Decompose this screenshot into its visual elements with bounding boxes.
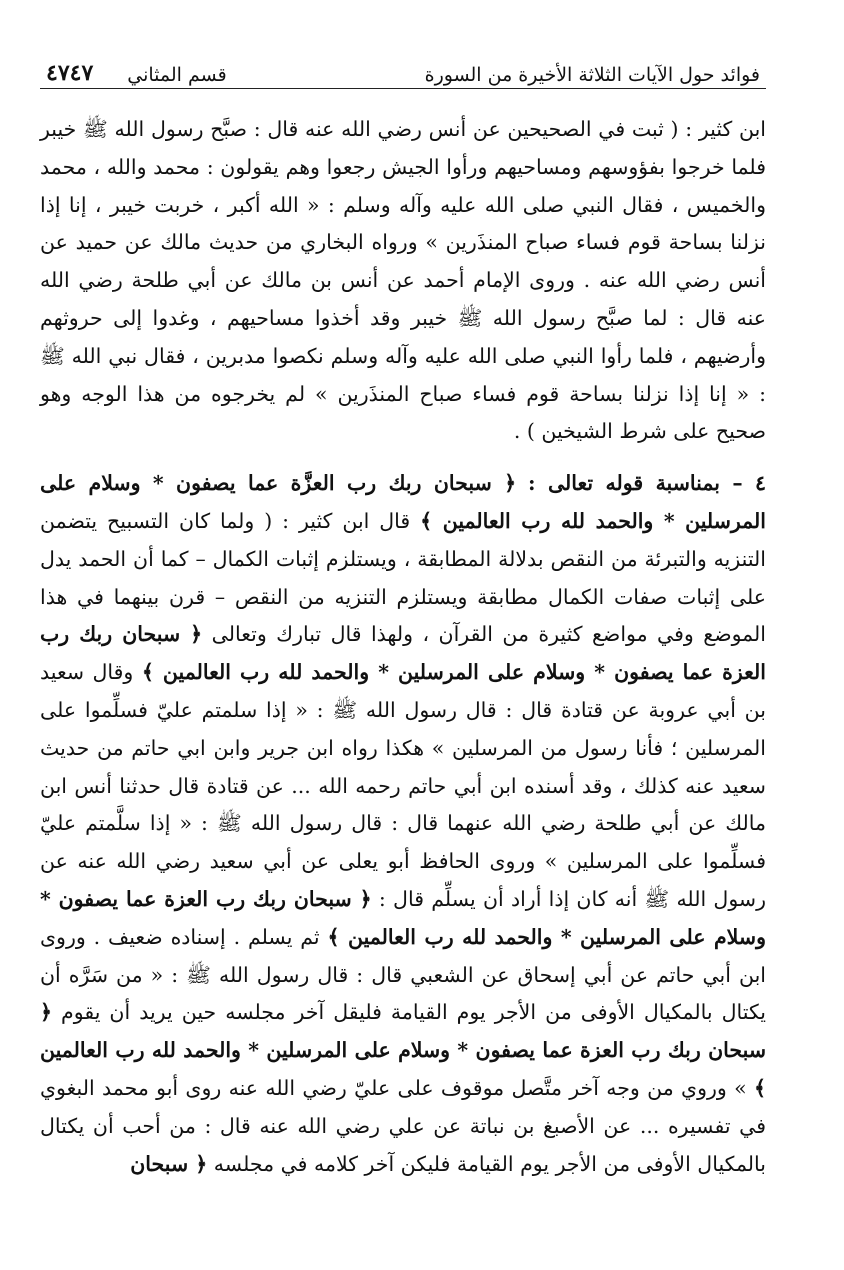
quran-verse: ﴿ سبحان ربك رب العزة عما يصفون * وسلام على المرسلين * والحمد لله رب العالمين ﴾ [40,622,766,685]
paragraph-text: » وروي من وجه آخر متَّصل موقوف على عليّ رضي الله عنه روى أبو محمد البغوي في تفسيره ... عن الأصبغ بن نباتة عن علي رضي الله عنه قال : من أحب أن يكتال بالمكيال الأوفى من الأجر يوم القيامة فليكن آخر كلامه في مجلسه [40,1075,766,1176]
paragraph-point-4 [40,465,766,1183]
quran-verse: ﴿ سبحان ربك رب العزَّة عما يصفون * وسلام على المرسلين * والحمد لله رب العالمين ﴾ [40,471,766,533]
running-title: فوائد حول الآيات الثلاثة الأخيرة من السورة [424,64,760,86]
page-number: ٤٧٤٧ [46,60,94,86]
quran-verse-start: ﴿ سبحان [130,1151,208,1176]
paragraph-text: وقال سعيد بن أبي عروبة عن قتادة قال : قال رسول الله ﷺ : « إذا سلمتم عليّ فسلِّموا على المرسلين ؛ فأنا رسول من المرسلين » هكذا رواه ابن جرير وابن ابي حاتم من حديث سعيد عنه كذلك ، وقد أسنده ابن أبي حاتم رحمه الله ... عن قتادة قال حدثنا أنس ابن مالك عن أبي طلحة رضي الله عنهما قال : قال رسول الله ﷺ : « إذا سلَّمتم عليّ فسلِّموا على المرسلين » وروى الحافظ أبو يعلى عن أبي سعيد رضي الله عنه عن رسول الله ﷺ أنه كان إذا أراد أن يسلِّم قال : [40,660,766,911]
paragraph-text: ثم يسلم . إسناده ضعيف . وروى ابن أبي حاتم عن أبي إسحاق عن الشعبي قال : قال رسول الله ﷺ : « من سَرَّه أن يكتال بالمكيال الأوفى من الأجر يوم القيامة فليقل آخر مجلسه حين يريد أن يقوم [40,924,766,1025]
page-body [40,111,766,1183]
point-4-intro: ٤ – بمناسبة قوله تعالى : [527,471,766,496]
quran-verse: ﴿ سبحان ربك رب العزة عما يصفون * وسلام على المرسلين * والحمد لله رب العالمين ﴾ [40,1000,766,1100]
paragraph-ibn-kathir-khaybar: ابن كثير : ( ثبت في الصحيحين عن أنس رضي الله عنه قال : صبَّح رسول الله ﷺ خيبر فلما خرجوا بفؤوسهم ومساحيهم ورأوا الجيش رجعوا وهم يقولون : محمد والله ، محمد والخميس ، فقال النبي صلى الله عليه وآله وسلم : « الله أكبر ، خربت خيبر ، إنا إذا نزلنا بساحة قوم فساء صباح المنذَرين » ورواه البخاري من حديث مالك عن حميد عن أنس رضي الله عنه . وروى الإمام أحمد عن أنس بن مالك عن أبي طلحة رضي الله عنه قال : لما صبَّح رسول الله ﷺ خيبر وقد أخذوا مساحيهم ، وغدوا إلى حروثهم وأرضيهم ، فلما رأوا النبي صلى الله عليه وآله وسلم نكصوا مدبرين ، فقال نبي الله ﷺ : « إنا إذا نزلنا بساحة قوم فساء صباح المنذَرين » لم يخرجوه من هذا الوجه وهو صحيح على شرط الشيخين ) . [40,117,766,444]
quran-verse: ﴿ سبحان ربك رب العزة عما يصفون * وسلام على المرسلين * والحمد لله رب العالمين ﴾ [40,886,766,949]
header-left-group [46,60,227,86]
running-header [40,52,766,89]
paragraph-text: قال ابن كثير : ( ولما كان التسبيح يتضمن التنزيه والتبرئة من النقص بدلالة المطابقة ، ويستلزم إثبات الكمال – كما أن الحمد يدل على إثبات صفات الكمال مطابقة ويستلزم التنزيه من النقص – قرن بينهما في هذا الموضع وفي مواضع كثيرة من القرآن ، ولهذا قال تبارك وتعالى [40,508,766,647]
section-name: قسم المثاني [127,64,227,86]
